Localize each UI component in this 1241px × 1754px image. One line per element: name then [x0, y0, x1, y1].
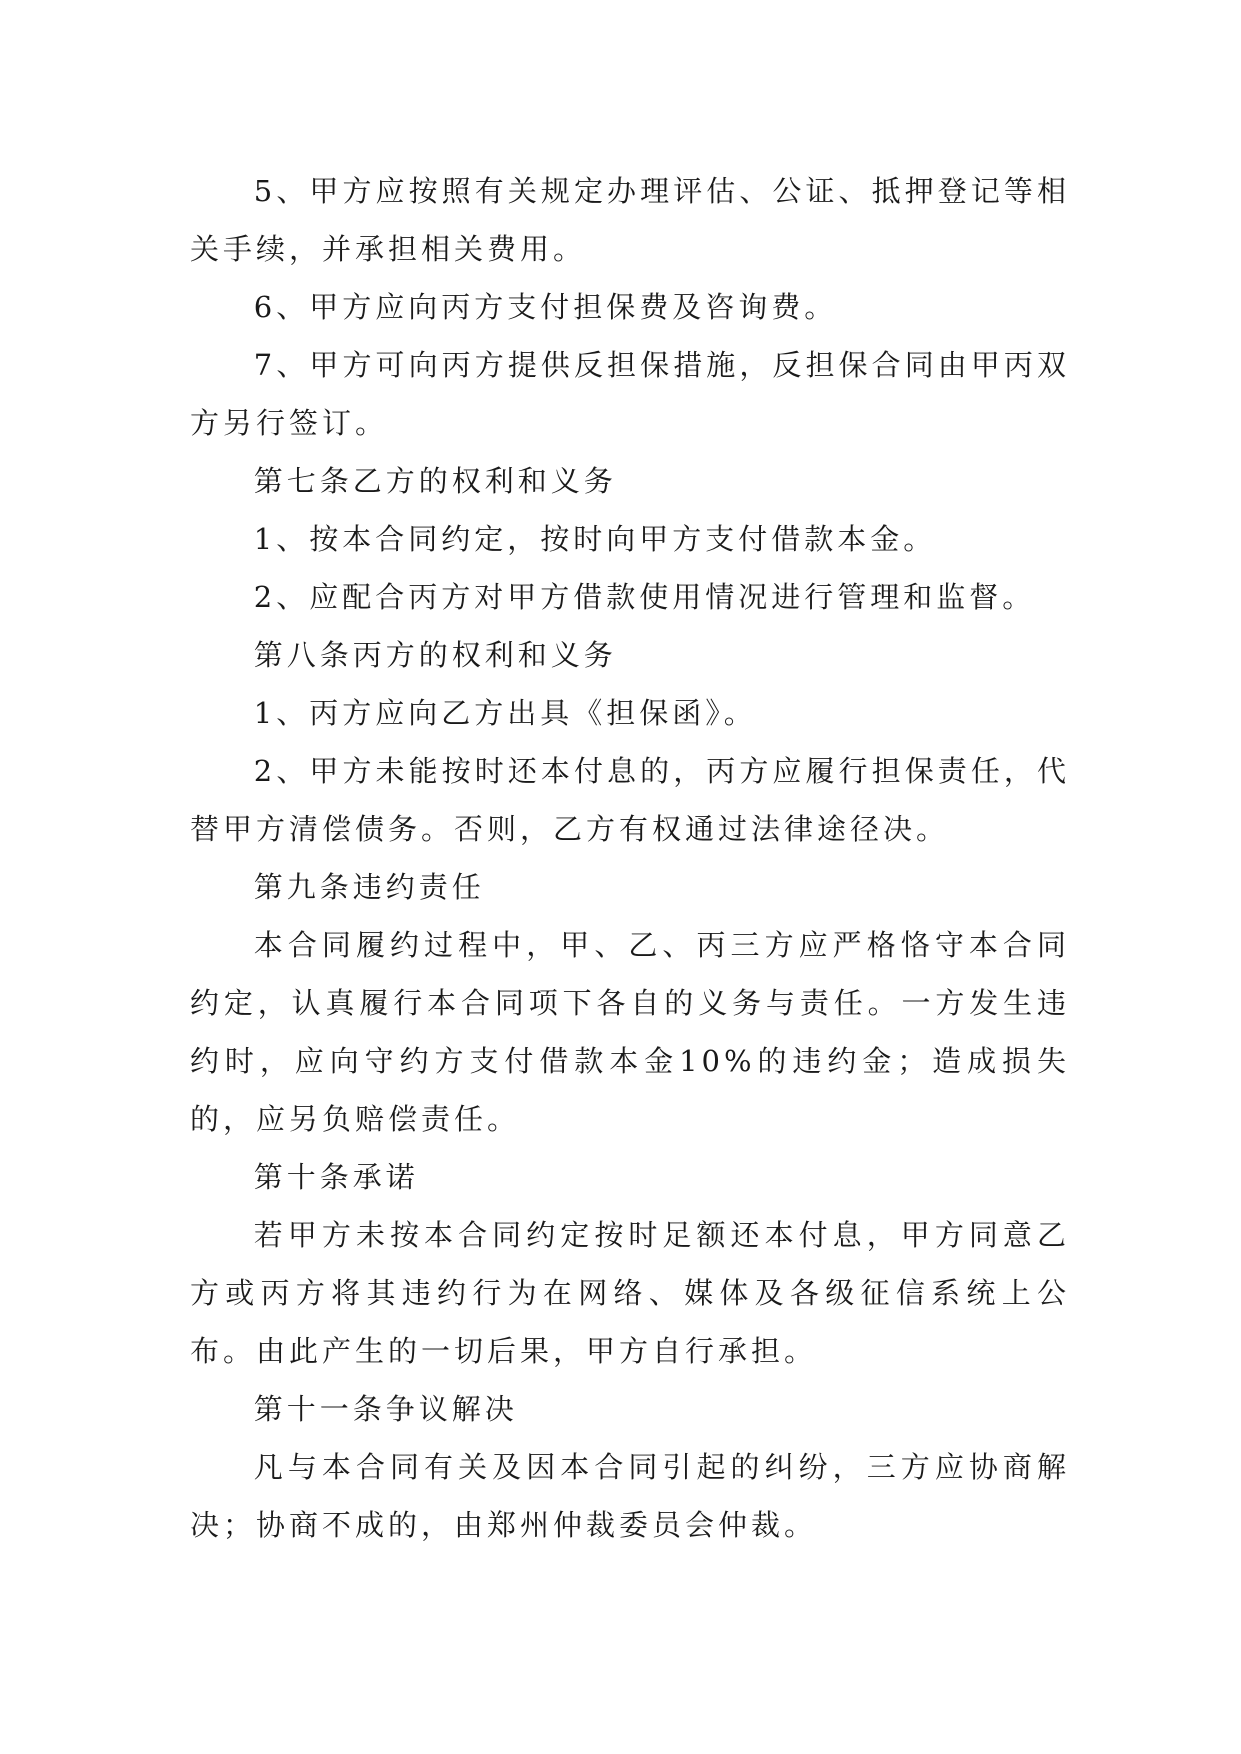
clause-6-item-5: 5、甲方应按照有关规定办理评估、公证、抵押登记等相关手续，并承担相关费用。	[190, 174, 1070, 266]
document-body	[190, 162, 1070, 1554]
clause-8-item-1: 1、丙方应向乙方出具《担保函》。	[253, 696, 757, 730]
clause-11-body: 凡与本合同有关及因本合同引起的纠纷，三方应协商解决；协商不成的，由郑州仲裁委员会仲裁。	[190, 1450, 1070, 1542]
clause-6-item-7: 7、甲方可向丙方提供反担保措施，反担保合同由甲丙双方另行签订。	[190, 348, 1070, 440]
clause-7-heading: 第七条乙方的权利和义务	[253, 464, 617, 498]
clause-7-item-2: 2、应配合丙方对甲方借款使用情况进行管理和监督。	[253, 580, 1036, 614]
clause-8-item-2: 2、甲方未能按时还本付息的，丙方应履行担保责任，代替甲方清偿债务。否则，乙方有权通过法律途径决。	[190, 754, 1070, 846]
clause-10-body: 若甲方未按本合同约定按时足额还本付息，甲方同意乙方或丙方将其违约行为在网络、媒体及各级征信系统上公布。由此产生的一切后果，甲方自行承担。	[190, 1218, 1070, 1368]
clause-9-body: 本合同履约过程中，甲、乙、丙三方应严格恪守本合同约定，认真履行本合同项下各自的义务与责任。一方发生违约时，应向守约方支付借款本金10%的违约金；造成损失的，应另负赔偿责任。	[190, 928, 1070, 1136]
clause-6-item-6: 6、甲方应向丙方支付担保费及咨询费。	[253, 290, 838, 324]
clause-10-heading: 第十条承诺	[253, 1160, 419, 1194]
clause-9-heading: 第九条违约责任	[253, 870, 485, 904]
clause-8-heading: 第八条丙方的权利和义务	[253, 638, 617, 672]
clause-11-heading: 第十一条争议解决	[253, 1392, 518, 1426]
clause-7-item-1: 1、按本合同约定，按时向甲方支付借款本金。	[253, 522, 937, 556]
